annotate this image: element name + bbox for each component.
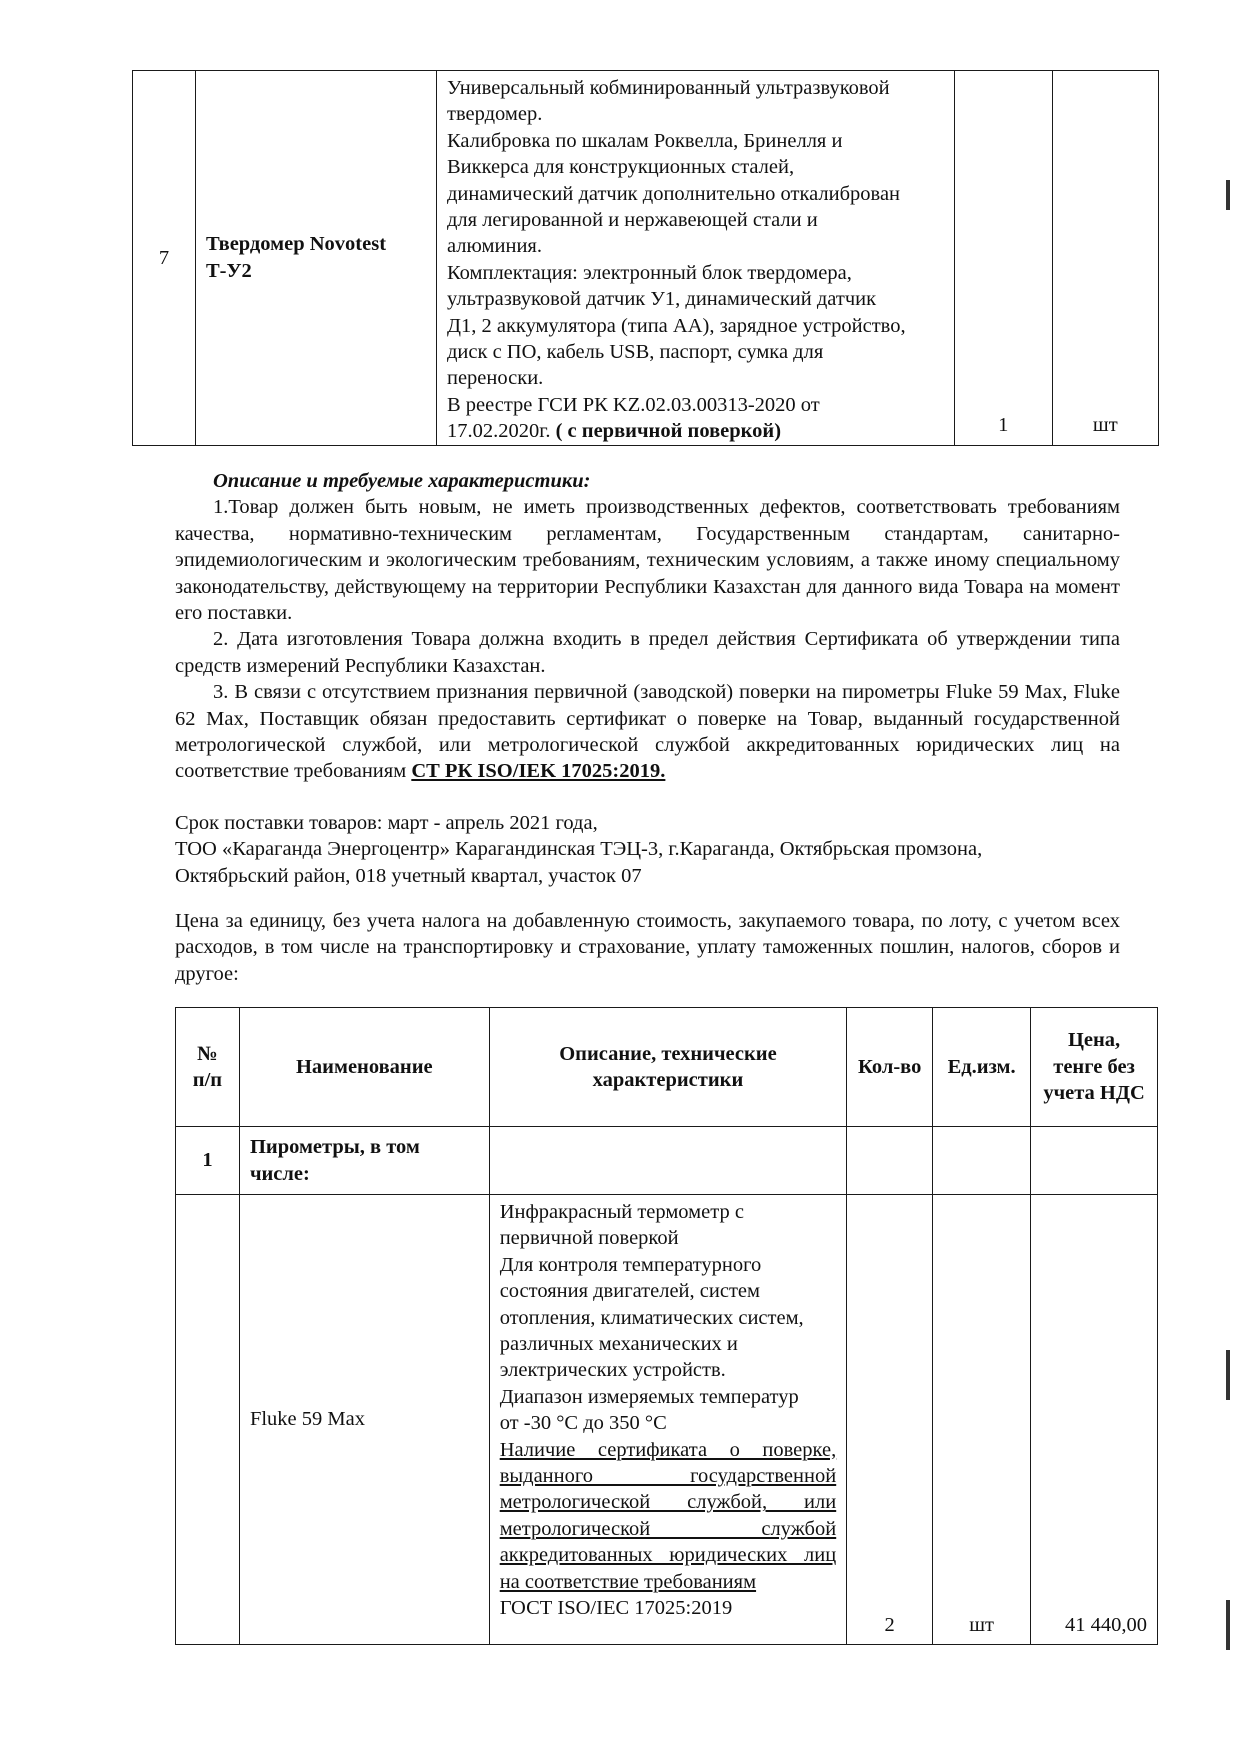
item-description: Универсальный кобминированный ультразвуковой твердомер. Калибровка по шкалам Роквелла, Бринелля и Виккерса для конструкционных сталей, динамический датчик дополнительно откалиброван для легированной и нержавеющей стали и алюминия. Комплектация: электронный блок твердомера, ультразвуковой датчик У1, динамический датчик Д1, 2 аккумулятора (типа АА), зарядное устройство, диск с ПО, кабель USB, паспорт, сумка для переноски. В реестре ГСИ РК KZ.02.03.00313-2020 от 17.02.2020г. ( с первичной поверкой) [436, 71, 954, 446]
row-name: Fluke 59 Max [239, 1195, 489, 1645]
item-description-line: переноски. [446, 367, 544, 390]
row-name: Пирометры, в том числе: [239, 1127, 489, 1195]
item-description-line: динамический датчик дополнительно откалиброван [446, 182, 901, 205]
row-description-line: Диапазон измеряемых температур [499, 1385, 799, 1408]
header-number: № п/п [176, 1008, 240, 1127]
row-description-line: состояния двигателей, систем [499, 1280, 760, 1303]
price-table [175, 1007, 1158, 1645]
item-description-line: твердомер. [446, 103, 543, 126]
requirement-1: 1.Товар должен быть новым, не иметь производственных дефектов, соответствовать требованиям качества, нормативно-техническим регламентам, Государственным стандартам, санитарно-эпидемиологическим и экологическим требованиям, техническим условиям, а также иному специальному законодательству, действующему на территории Республики Казахстан для данного вида Товара на момент его поставки. [175, 496, 1120, 625]
item-number: 7 [133, 71, 196, 446]
delivery-term: Срок поставки товаров: март - апрель 2021 года, [175, 812, 598, 834]
requirements-section [175, 468, 1120, 785]
delivery-address-line1: ТОО «Караганда Энергоцентр» Карагандинская ТЭЦ-3, г.Караганда, Октябрьская промзона, [175, 838, 983, 861]
item-description-line: В реестре ГСИ РК KZ.02.03.00313-2020 от [446, 393, 820, 416]
header-quantity: Кол-во [847, 1008, 933, 1127]
row-description-line: Для контроля температурного [499, 1253, 762, 1276]
item-description-line: алюминия. [446, 235, 542, 258]
scan-artifact [1226, 1350, 1230, 1400]
delivery-section [175, 810, 1120, 889]
row-quantity: 2 [847, 1195, 933, 1645]
table-row [176, 1195, 1158, 1645]
row-description [489, 1195, 847, 1645]
item-name: Твердомер Novotest Т-У2 [195, 71, 436, 446]
item-description-line: ультразвуковой датчик У1, динамический датчик [446, 288, 877, 311]
item-description-line: Д1, 2 аккумулятора (типа АА), зарядное устройство, [446, 314, 906, 337]
item-unit: шт [1052, 71, 1158, 446]
header-name: Наименование [239, 1008, 489, 1127]
scan-artifact [1226, 180, 1230, 210]
requirement-2: 2. Дата изготовления Товара должна входить в предел действия Сертификата об утверждении типа средств измерений Республики Казахстан. [175, 628, 1120, 677]
item-table-continued [132, 70, 1159, 446]
item-description-line: Калибровка по шкалам Роквелла, Бринелля и [446, 129, 843, 152]
item-description-line: диск с ПО, кабель USB, паспорт, сумка для [446, 341, 824, 364]
header-unit: Ед.изм. [933, 1008, 1031, 1127]
item-description-line: Виккерса для конструкционных сталей, [446, 156, 795, 179]
row-description-line: от -30 °С до 350 °С [499, 1412, 667, 1435]
price-note: Цена за единицу, без учета налога на добавленную стоимость, закупаемого товара, по лоту, с учетом всех расходов, в том числе на транспортировку и страхование, уплату таможенных пошлин, налогов, сборов и другое: [175, 910, 1120, 985]
row-number: 1 [176, 1127, 240, 1195]
row-description-line: отопления, климатических систем, [499, 1306, 804, 1329]
standard-ref: ГОСТ ISO/IEC 17025:2019 [499, 1597, 733, 1620]
table-row [176, 1127, 1158, 1195]
row-price: 41 440,00 [1031, 1195, 1158, 1645]
scan-artifact [1226, 1600, 1230, 1650]
certificate-requirement: Наличие сертификата о поверке, выданного государственной метрологической службой, или метрологической службой аккредитованных юридических лиц на соответствие требованиям [499, 1438, 837, 1593]
requirements-heading: Описание и требуемые характеристики: [213, 470, 591, 492]
row-description-line: Инфракрасный термометр с [499, 1201, 744, 1223]
header-price: Цена, тенге без учета НДС [1031, 1008, 1158, 1127]
delivery-address-line2: Октябрьский район, 018 учетный квартал, участок 07 [175, 864, 642, 887]
item-quantity: 1 [954, 71, 1052, 446]
item-description-line: Универсальный кобминированный ультразвуковой [446, 77, 890, 99]
item-description-line: для легированной и нержавеющей стали и [446, 209, 818, 232]
item-description-line: Комплектация: электронный блок твердомера, [446, 261, 852, 284]
requirement-3: 3. В связи с отсутствием признания первичной (заводской) поверки на пирометры Fluke 59 Max, Fluke 62 Max, Поставщик обязан предоставить сертификат о поверке на Товар, выданный государственной метрологической службой, или метрологической службой аккредитованных юридических лиц на соответствие требованиям СТ РК ISO/IEK 17025:2019. [175, 681, 1120, 783]
row-unit: шт [933, 1195, 1031, 1645]
row-description-line: электрических устройств. [499, 1359, 726, 1382]
header-description: Описание, технические характеристики [489, 1008, 847, 1127]
row-description-line: различных механических и [499, 1333, 738, 1356]
row-description-line: первичной поверкой [499, 1227, 679, 1250]
